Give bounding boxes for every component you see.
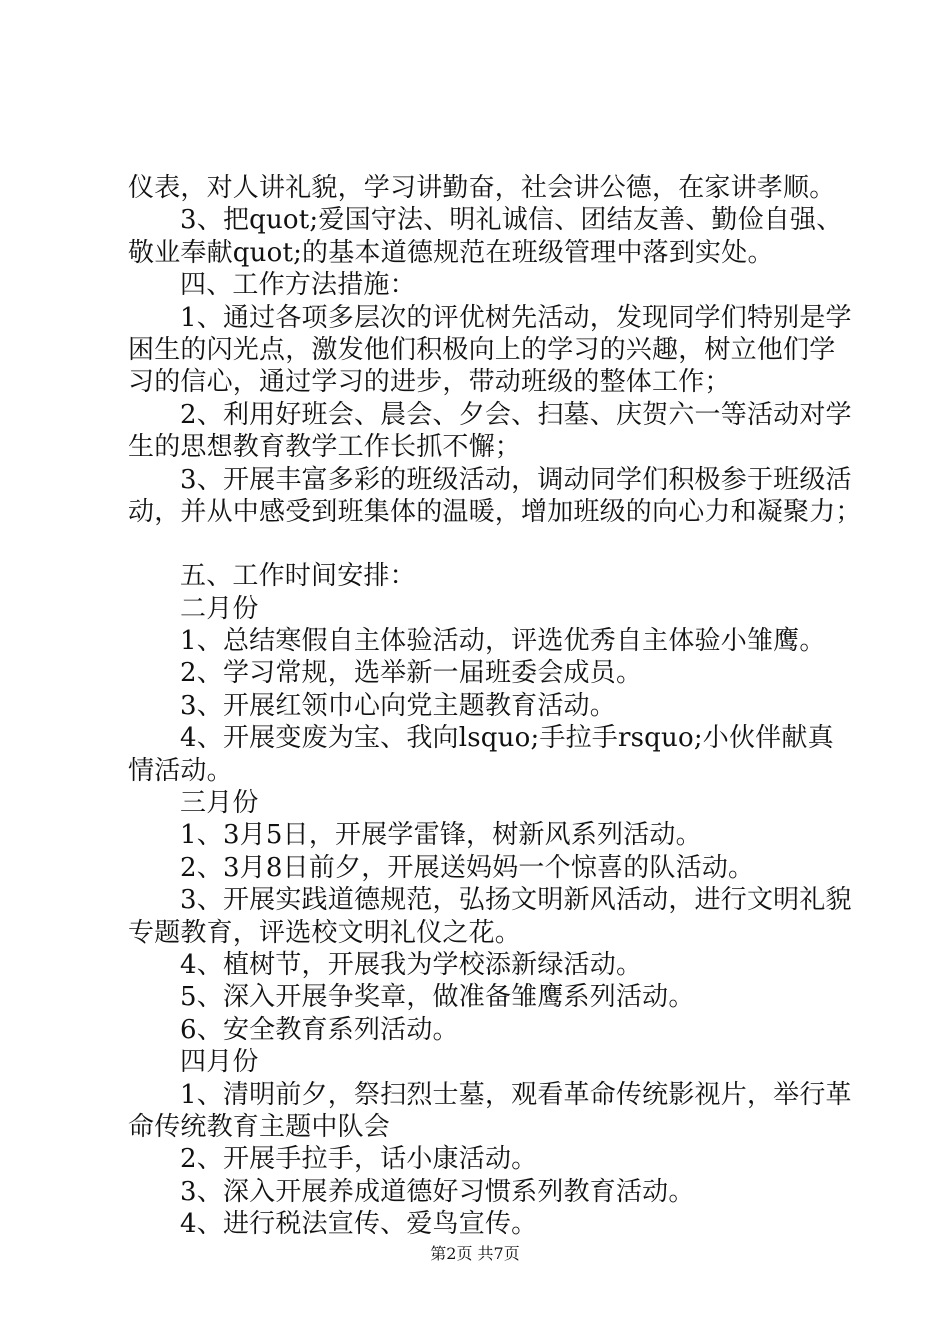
text-line: 四月份 [180,1047,259,1078]
paragraph [128,884,852,949]
text-line: 3、开展红领巾心向党主题教育活动。 [180,690,616,721]
text-line: 4、开展变废为宝、我向lsquo;手拉手rsquo;小伙伴献真 [180,723,834,754]
text-line: 习的信心，通过学习的进步，带动班级的整体工作； [128,367,731,398]
text-line: 4、植树节，开展我为学校添新绿活动。 [180,949,643,980]
text-line: 1、通过各项多层次的评优树先活动，发现同学们特别是学 [180,302,852,333]
text-line: 2、3月8日前夕，开展送妈妈一个惊喜的队活动。 [180,852,755,883]
paragraph [128,204,843,269]
paragraph [128,852,834,884]
page-footer [0,1244,950,1264]
paragraph [128,722,834,787]
text-line: 情活动。 [128,755,233,786]
paragraph [128,302,852,399]
paragraph [128,1014,834,1046]
text-line: 困生的闪光点，激发他们积极向上的学习的兴趣，树立他们学 [128,334,836,365]
paragraph [128,819,834,851]
text-line: 命传统教育主题中队会 [128,1111,391,1142]
text-line: 敬业奉献quot;的基本道德规范在班级管理中落到实处。 [128,237,774,268]
paragraph [128,1143,834,1175]
text-line: 3、开展实践道德规范，弘扬文明新风活动，进行文明礼貌 [180,885,852,916]
paragraph [128,1208,834,1240]
text-line: 2、利用好班会、晨会、夕会、扫墓、庆贺六一等活动对学 [180,399,852,430]
text-line: 3、开展丰富多彩的班级活动，调动同学们积极参于班级活 [180,464,852,495]
paragraph [128,657,834,689]
text-line: 生的思想教育教学工作长抓不懈； [128,432,522,463]
paragraph [128,690,834,722]
text-line: 动，并从中感受到班集体的温暖，增加班级的向心力和凝聚力； [128,496,862,527]
paragraph [128,593,834,625]
paragraph [128,172,834,204]
text-line: 1、总结寒假自主体验活动，评选优秀自主体验小雏鹰。 [180,626,826,657]
text-line: 四、工作方法措施： [180,270,416,301]
text-line: 二月份 [180,593,259,624]
text-line: 3、深入开展养成道德好习惯系列教育活动。 [180,1176,695,1207]
text-line: 1、3月5日，开展学雷锋，树新风系列活动。 [180,820,702,851]
text-line: 五、工作时间安排： [180,561,416,592]
paragraph [128,1046,834,1078]
text-line: 专题教育，评选校文明礼仪之花。 [128,917,522,948]
text-line: 1、清明前夕，祭扫烈士墓，观看革命传统影视片，举行革 [180,1079,852,1110]
text-line: 3、把quot;爱国守法、明礼诚信、团结友善、勤俭自强、 [180,205,843,236]
paragraph-spacer [128,528,834,560]
paragraph [128,1176,834,1208]
paragraph [128,1079,852,1144]
paragraph [128,787,834,819]
text-line: 仪表，对人讲礼貌，学习讲勤奋，社会讲公德，在家讲孝顺。 [128,173,836,203]
text-line: 2、开展手拉手，话小康活动。 [180,1144,538,1175]
paragraph [128,399,852,464]
document-body [128,172,862,1241]
text-line: 6、安全教育系列活动。 [180,1014,459,1045]
paragraph [128,464,862,529]
text-line: 三月份 [180,788,259,819]
paragraph [128,625,834,657]
text-line: 2、学习常规，选举新一届班委会成员。 [180,658,643,689]
page-number-label: 第2页 共7页 [430,1244,520,1263]
text-line: 5、深入开展争奖章，做准备雏鹰系列活动。 [180,982,695,1013]
paragraph [128,269,834,301]
paragraph [128,949,834,981]
text-line: 4、进行税法宣传、爱鸟宣传。 [180,1209,538,1240]
paragraph [128,560,834,592]
paragraph [128,981,834,1013]
